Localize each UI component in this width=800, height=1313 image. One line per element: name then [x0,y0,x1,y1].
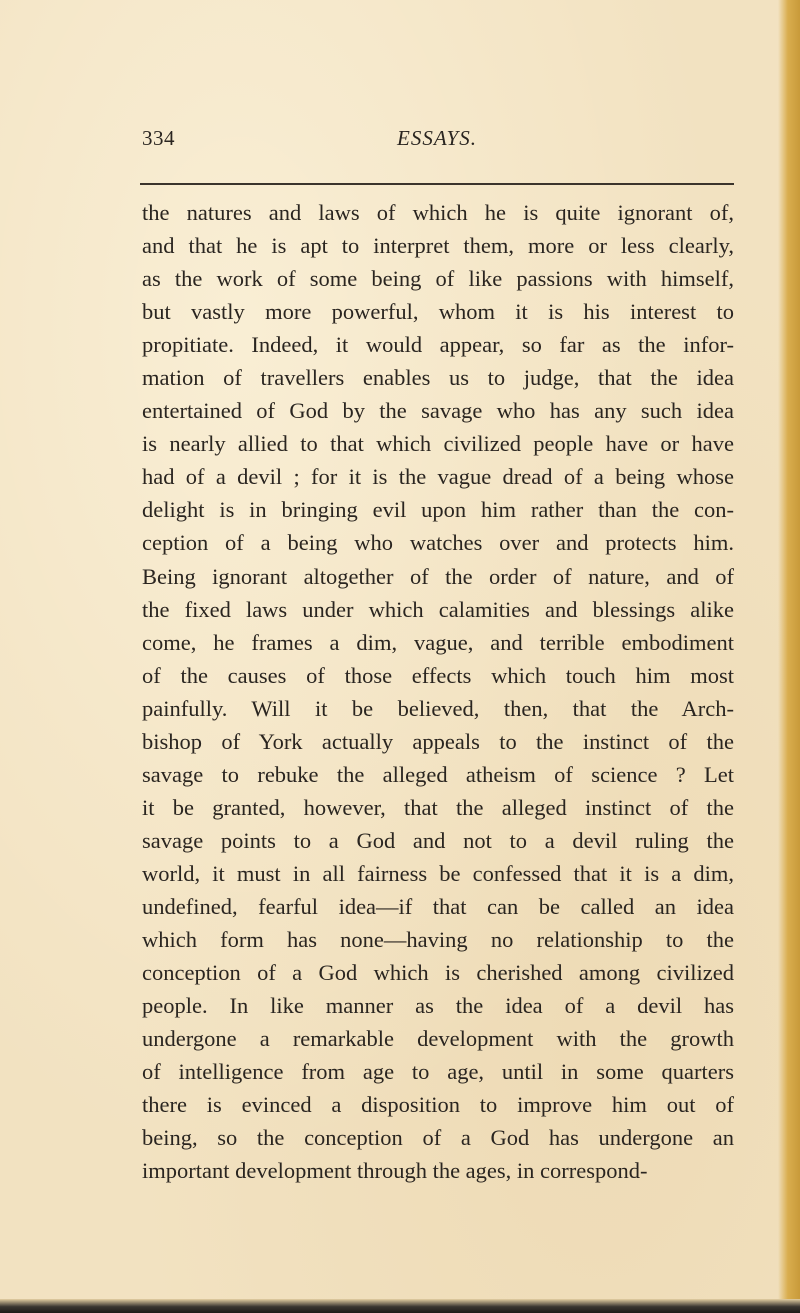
text-line: painfully. Will it be believed, then, that the Arch- [142,695,734,721]
text-line: savage to rebuke the alleged atheism of science ? Let [142,761,734,787]
text-line: ception of a being who watches over and protects him. [142,530,734,556]
page-edge-right [778,0,800,1313]
text-line: delight is in bringing evil upon him rather than the con- [142,497,734,523]
text-line: the natures and laws of which he is quite ignorant of, [142,200,734,225]
text-line: had of a devil ; for it is the vague dread of a being whose [142,464,734,490]
text-line: it be granted, however, that the alleged instinct of the [142,794,734,820]
running-title: ESSAYS. [397,126,477,150]
text-line: there is evinced a disposition to improve him out of [142,1092,734,1118]
text-line: entertained of God by the savage who has any such idea [142,398,734,424]
page-edge-bottom [0,1299,800,1313]
text-line: world, it must in all fairness be confessed that it is a dim, [142,860,734,886]
page-number: 334 [142,126,175,150]
text-line: people. In like manner as the idea of a devil has [142,993,734,1019]
text-line: propitiate. Indeed, it would appear, so far as the infor- [142,332,734,358]
text-line: Being ignorant altogether of the order of nature, and of [142,563,734,589]
text-line: which form has none—having no relationship to the [142,927,734,953]
text-line: being, so the conception of a God has undergone an [142,1125,734,1151]
header-rule [140,183,734,185]
text-line: is nearly allied to that which civilized people have or have [142,431,734,457]
text-line: come, he frames a dim, vague, and terrible embodiment [142,629,734,655]
text-line: important development through the ages, in correspond- [142,1158,648,1184]
text-line: of intelligence from age to age, until in some quarters [142,1059,734,1085]
text-line: undefined, fearful idea—if that can be called an idea [142,893,734,919]
page-header [142,122,732,156]
text-line: of the causes of those effects which touch him most [142,662,734,688]
text-line: bishop of York actually appeals to the instinct of the [142,728,734,754]
text-line: undergone a remarkable development with the growth [142,1026,734,1052]
text-line: mation of travellers enables us to judge, that the idea [142,365,734,391]
text-line: and that he is apt to interpret them, more or less clearly, [142,233,734,259]
text-line: as the work of some being of like passions with himself, [142,266,734,292]
text-line: the fixed laws under which calamities and blessings alike [142,596,734,622]
body-paragraph [142,196,734,1187]
text-line: savage points to a God and not to a devil ruling the [142,827,734,853]
text-line: but vastly more powerful, whom it is his interest to [142,299,734,325]
text-line: conception of a God which is cherished among civilized [142,960,734,986]
